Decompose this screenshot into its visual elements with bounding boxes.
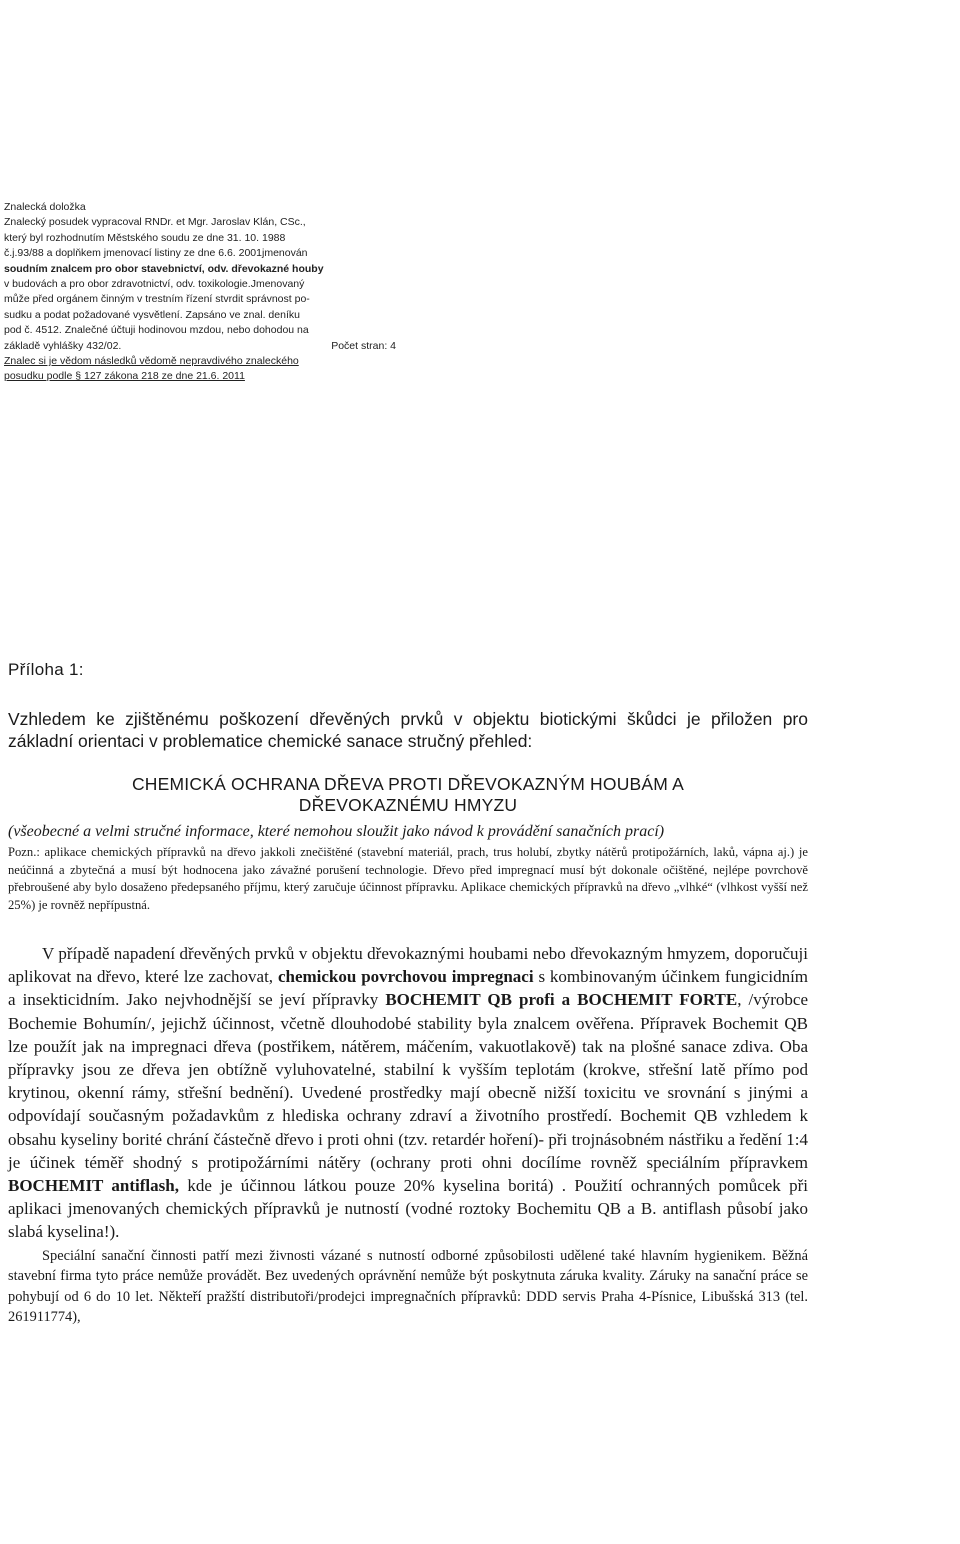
clause-title: Znalecká doložka	[4, 201, 86, 213]
clause-line: pod č. 4512. Znalečné účtuji hodinovou mzdou, nebo dohodou na	[4, 324, 309, 337]
clause-line: č.j.93/88 a doplňkem jmenovací listiny ze dne 6.6. 2001jmenován	[4, 247, 308, 260]
main-text: kde je účinnou látkou pouze 20% kyselina boritá) . Použití ochranných pomůcek při aplikaci jmenovaných chemických přípravků je nutností (vodné roztoky Bochemitu QB a B. antiflash působí jako slabá kyselina!).	[8, 1176, 808, 1242]
intro-paragraph: Vzhledem ke zjištěnému poškození dřevěných prvků v objektu biotickými škůdci je přiložen pro základní orientaci v problematice chemické sanace stručný přehled:	[8, 709, 808, 751]
heading-line: CHEMICKÁ OCHRANA DŘEVA PROTI DŘEVOKAZNÝM HOUBÁM A	[131, 774, 685, 794]
clause-line: soudním znalcem pro obor stavebnictví, odv. dřevokazné houby	[4, 262, 324, 275]
document-body	[8, 660, 808, 1328]
clause-line: může před orgánem činným v trestním řízení stvrdit správnost po-	[4, 293, 310, 306]
page-count: Počet stran: 4	[331, 339, 396, 352]
special-paragraph: Speciální sanační činnosti patří mezi živnosti vázané s nutností odborné způsobilosti udělené také hlavním hygienikem. Běžná stavební firma tyto práce nemůže provádět. Bez uvedených oprávnění nemůže být poskytnuta záruka kvality. Záruky na sanační práce se pohybují od 6 do 10 let. Někteří pražští distributoři/prodejci impregnačních přípravků: DDD servis Praha 4-Písnice, Libušská 313 (tel. 261911774),	[8, 1247, 808, 1326]
main-text: , /výrobce Bochemie Bohumín/, jejichž účinnost, včetně dlouhodobé stability byla znalcem ověřena. Přípravek Bochemit QB lze použít jak na impregnaci dřeva (postřikem, nátěrem, máčením, vakuotlakově) tak na plošné sanace zdiva. Oba přípravky jsou ze dřeva jen obtížně vyluhovatelné, stabilní k vyšším teplotám (krokve, střešní latě přímo pod krytinou, okenní rámy, střešní bednění). Uvedené prostředky mají obecně nižší toxicitu ve srovnání s jinými a odpovídají současným požadavkům z hlediska ochrany zdraví a životního prostředí. Bochemit QB vzhledem k obsahu kyseliny borité chrání částečně dřevo i proti ohni (tzv. retardér hoření)- při trojnásobném nástřiku a ředění 1:4 je účinek téměř shodný s protipožárními nátěry (ochrany proti ohni docílíme rovněž speciálním přípravkem	[8, 990, 809, 1172]
clause-warning-line: posudku podle § 127 zákona 218 ze dne 21.6. 2011	[4, 370, 245, 383]
section-heading	[8, 774, 808, 816]
main-bold: BOCHEMIT antiflash,	[8, 1176, 179, 1196]
subtitle: (všeobecné a velmi stručné informace, které nemohou sloužit jako návod k provádění sanačních prací)	[8, 823, 665, 840]
note-paragraph: Pozn.: aplikace chemických přípravků na dřevo jakkoli znečištěné (stavební materiál, prach, trus holubí, zbytky nátěrů protipožárních, laků, vápna aj.) je neúčinná a zbytečná a musí být hodnocena jako závažné porušení technologie. Dřevo před impregnací musí být dokonale očištěné, nejlépe povrchově přebroušené aby bylo dosaženo předepsaného příjmu, který zaručuje účinnost přípravku. Aplikace chemických přípravků na dřevo „vlhké“ (vlhkost vyšší než 25%) je rovněž nepřípustná.	[8, 845, 808, 912]
main-bold: chemickou povrchovou impregnaci	[277, 967, 534, 987]
heading-line: DŘEVOKAZNÉMU HMYZU	[298, 795, 518, 815]
main-text: V případě napadení dřevěných prvků v objektu dřevokaznými houbami nebo dřevokazným hmyzem, doporučuji aplikovat na dřevo, které lze zachovat,	[8, 944, 808, 987]
clause-line: který byl rozhodnutím Městského soudu ze dne 31. 10. 1988	[4, 231, 286, 244]
clause-line: v budovách a pro obor zdravotnictví, odv. toxikologie.Jmenovaný	[4, 278, 305, 291]
clause-line: Znalecký posudek vypracoval RNDr. et Mgr. Jaroslav Klán, CSc.,	[4, 216, 306, 229]
main-paragraph	[8, 942, 808, 1244]
main-bold: BOCHEMIT QB profi a BOCHEMIT FORTE	[385, 990, 738, 1010]
main-text: s kombinovaným účinkem fungicidním a insekticidním. Jako nejvhodnější se jeví přípravky	[8, 967, 809, 1010]
clause-line: základě vyhlášky 432/02.	[4, 339, 122, 352]
clause-warning-line: Znalec si je vědom následků vědomě nepravdivého znaleckého	[4, 355, 299, 368]
clause-last-line	[4, 339, 396, 354]
attachment-label: Příloha 1:	[8, 660, 84, 679]
expert-clause	[4, 200, 396, 385]
clause-line: sudku a podat požadované vysvětlení. Zapsáno ve znal. deníku	[4, 308, 300, 321]
